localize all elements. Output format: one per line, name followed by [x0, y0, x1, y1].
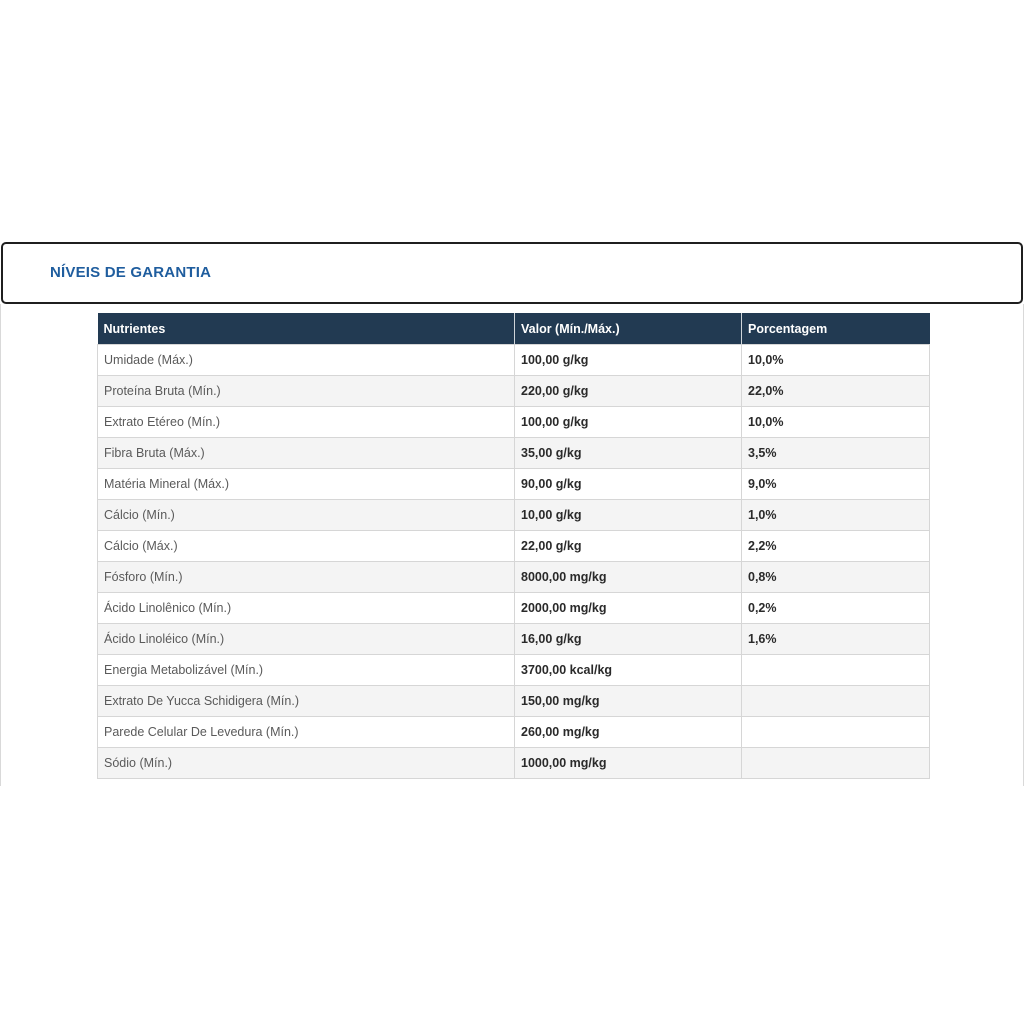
value-cell: 100,00 g/kg	[515, 407, 742, 438]
value-cell: 150,00 mg/kg	[515, 686, 742, 717]
nutrients-table	[97, 313, 930, 779]
value-cell: 100,00 g/kg	[515, 345, 742, 376]
table-row	[98, 717, 930, 748]
percentage-cell: 0,8%	[742, 562, 930, 593]
percentage-cell: 9,0%	[742, 469, 930, 500]
table-row	[98, 469, 930, 500]
percentage-cell	[742, 655, 930, 686]
nutrient-cell: Cálcio (Máx.)	[98, 531, 515, 562]
nutrient-cell: Energia Metabolizável (Mín.)	[98, 655, 515, 686]
percentage-cell: 10,0%	[742, 345, 930, 376]
nutrient-cell: Sódio (Mín.)	[98, 748, 515, 779]
value-cell: 35,00 g/kg	[515, 438, 742, 469]
table-header-row	[98, 313, 930, 345]
table-row	[98, 438, 930, 469]
header-nutrients: Nutrientes	[98, 313, 515, 345]
value-cell: 260,00 mg/kg	[515, 717, 742, 748]
nutrient-cell: Matéria Mineral (Máx.)	[98, 469, 515, 500]
table-row	[98, 345, 930, 376]
value-cell: 2000,00 mg/kg	[515, 593, 742, 624]
value-cell: 90,00 g/kg	[515, 469, 742, 500]
percentage-cell: 10,0%	[742, 407, 930, 438]
header-percentage: Porcentagem	[742, 313, 930, 345]
percentage-cell: 0,2%	[742, 593, 930, 624]
percentage-cell	[742, 717, 930, 748]
nutrient-cell: Fibra Bruta (Máx.)	[98, 438, 515, 469]
value-cell: 10,00 g/kg	[515, 500, 742, 531]
percentage-cell: 2,2%	[742, 531, 930, 562]
nutrient-cell: Parede Celular De Levedura (Mín.)	[98, 717, 515, 748]
value-cell: 16,00 g/kg	[515, 624, 742, 655]
nutrient-cell: Fósforo (Mín.)	[98, 562, 515, 593]
table-row	[98, 531, 930, 562]
accordion-header[interactable]	[1, 242, 1023, 304]
value-cell: 22,00 g/kg	[515, 531, 742, 562]
section-title: NÍVEIS DE GARANTIA	[50, 264, 212, 281]
percentage-cell: 1,6%	[742, 624, 930, 655]
nutrient-cell: Umidade (Máx.)	[98, 345, 515, 376]
nutrient-cell: Extrato De Yucca Schidigera (Mín.)	[98, 686, 515, 717]
nutrient-cell: Ácido Linoléico (Mín.)	[98, 624, 515, 655]
table-row	[98, 748, 930, 779]
table-row	[98, 500, 930, 531]
percentage-cell: 22,0%	[742, 376, 930, 407]
table-row	[98, 407, 930, 438]
table-row	[98, 624, 930, 655]
percentage-cell	[742, 686, 930, 717]
header-value: Valor (Mín./Máx.)	[515, 313, 742, 345]
percentage-cell: 3,5%	[742, 438, 930, 469]
nutrient-cell: Extrato Etéreo (Mín.)	[98, 407, 515, 438]
value-cell: 3700,00 kcal/kg	[515, 655, 742, 686]
percentage-cell	[742, 748, 930, 779]
percentage-cell: 1,0%	[742, 500, 930, 531]
table-row	[98, 686, 930, 717]
table-row	[98, 562, 930, 593]
table-row	[98, 376, 930, 407]
nutrient-cell: Ácido Linolênico (Mín.)	[98, 593, 515, 624]
accordion-body	[0, 304, 1024, 786]
value-cell: 8000,00 mg/kg	[515, 562, 742, 593]
guarantee-levels-panel	[0, 242, 1024, 786]
table-body	[98, 345, 930, 779]
nutrient-cell: Proteína Bruta (Mín.)	[98, 376, 515, 407]
value-cell: 1000,00 mg/kg	[515, 748, 742, 779]
table-row	[98, 593, 930, 624]
table-row	[98, 655, 930, 686]
value-cell: 220,00 g/kg	[515, 376, 742, 407]
nutrient-cell: Cálcio (Mín.)	[98, 500, 515, 531]
